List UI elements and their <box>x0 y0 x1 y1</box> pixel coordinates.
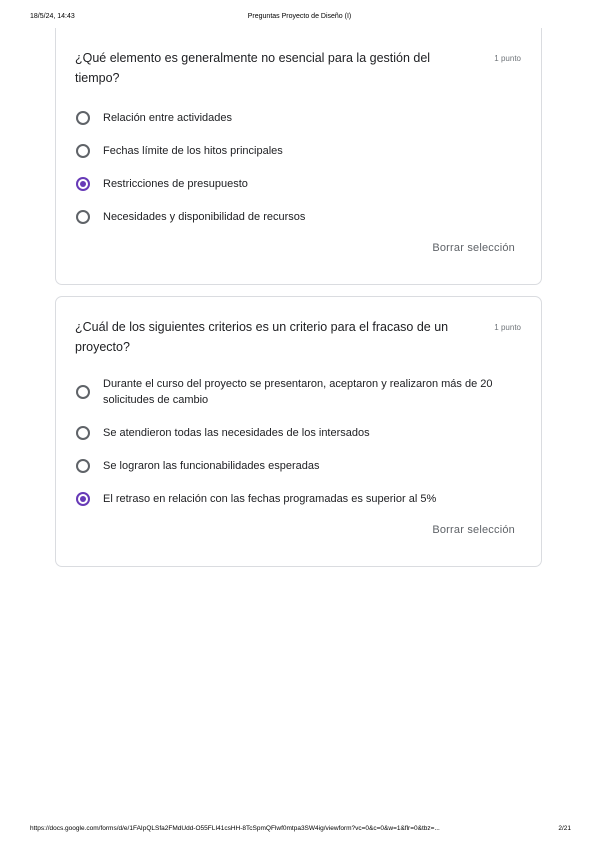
option-label: Se atendieron todas las necesidades de los intersados <box>103 427 370 439</box>
radio-button[interactable] <box>76 144 90 158</box>
option-label: Restricciones de presupuesto <box>103 178 248 190</box>
print-date: 18/5/24, 14:43 <box>30 13 75 20</box>
option-label: Relación entre actividades <box>103 112 233 124</box>
print-footer <box>0 825 599 837</box>
question-points: 1 punto <box>494 323 521 332</box>
radio-button[interactable] <box>76 111 90 125</box>
clear-selection-button[interactable]: Borrar selección <box>432 524 515 536</box>
clear-selection-button[interactable]: Borrar selección <box>432 242 515 254</box>
page-number: 2/21 <box>558 825 571 832</box>
question-card-2 <box>55 296 542 567</box>
option-label: Fechas límite de los hitos principales <box>103 145 283 157</box>
radio-button[interactable] <box>76 385 90 399</box>
question-title: ¿Cuál de los siguientes criterios es un criterio para el fracaso de un proyecto? <box>75 320 449 354</box>
radio-button-selected[interactable] <box>76 177 90 191</box>
radio-button-selected[interactable] <box>76 492 90 506</box>
radio-button[interactable] <box>76 426 90 440</box>
option-label: Se lograron las funcionabilidades esperadas <box>103 460 320 472</box>
option-label: Necesidades y disponibilidad de recursos <box>103 211 306 223</box>
radio-button[interactable] <box>76 210 90 224</box>
page-url: https://docs.google.com/forms/d/e/1FAIpQLSfa2FMdUdd-O55FLI41csHH-8TcSpmQFlwf0mtpa3SW4ig/viewform?vc=0&c=0&w=1&flr=0&tbz=... <box>30 825 440 832</box>
option-label: El retraso en relación con las fechas programadas es superior al 5% <box>103 493 437 505</box>
print-header <box>0 13 599 25</box>
question-title: ¿Qué elemento es generalmente no esencial para la gestión del tiempo? <box>75 51 431 85</box>
question-points: 1 punto <box>494 54 521 63</box>
option-label: Durante el curso del proyecto se presentaron, aceptaron y realizaron más de 20 solicitudes de cambio <box>103 378 493 406</box>
print-title: Preguntas Proyecto de Diseño (I) <box>247 13 352 20</box>
question-card-1 <box>55 28 542 285</box>
radio-button[interactable] <box>76 459 90 473</box>
